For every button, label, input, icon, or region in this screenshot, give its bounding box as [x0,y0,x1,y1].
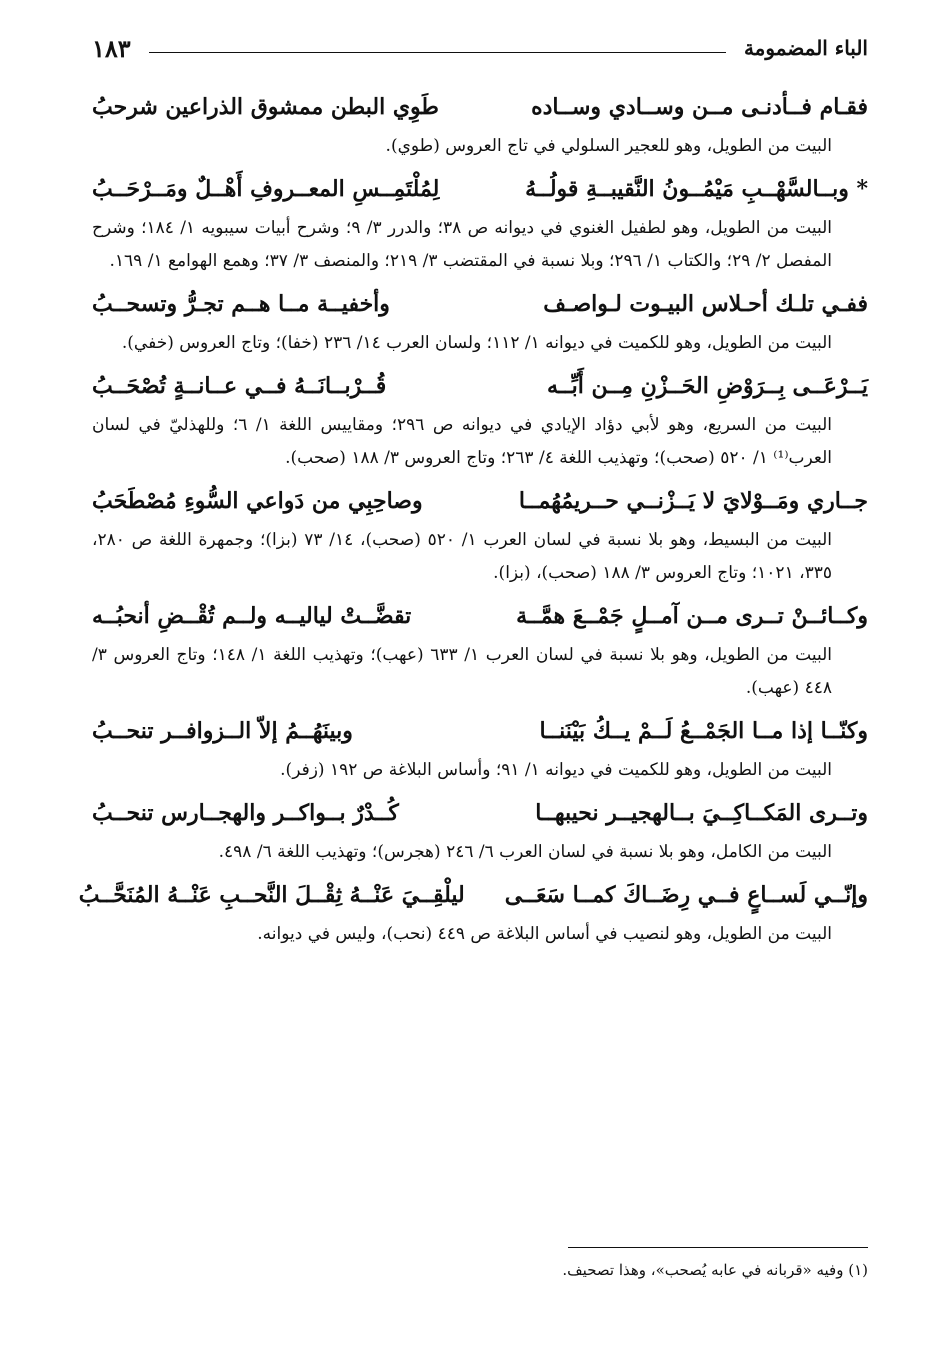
verse-hemistich-first: * وبــالسَّهْــبِ مَيْمُــونُ النَّقيبــةِ قولُــهُ [525,176,868,202]
page-number: ١٨٣ [92,33,131,63]
verse-hemistich-first: وكنّــا إذا مــا الجَمْــعُ لَــمْ يــكُ بَيْنَنــا [539,718,868,744]
verse-hemistich-second: قُــرْبــانَــهُ فــي عــانــةٍ تُصْحَــبُ [92,373,387,399]
entry-8 [92,790,868,869]
verse-hemistich-first: وكــائــنْ تــرى مــن آمــلٍ جَمْــعَ همَّــة [516,603,868,629]
verse-line [92,593,868,639]
verse-hemistich-first: فقـام فــأدنـى مــن وســادي وســاده [531,94,868,120]
verse-hemistich-second: طَوِي البطن ممشوق الذراعين شرحبُ [92,94,439,120]
verse-hemistich-first: ففـي تلـك أحـلاس البيـوت لـواصـف [543,291,868,317]
verse-source-note: البيت من الطويل، وهو للكميت في ديوانه ١/ ٩١؛ وأساس البلاغة ص ١٩٢ (زفر). [280,760,832,780]
verse-line [78,872,868,918]
verse-source-note: البيت من الطويل، وهو لطفيل الغنوي في ديوانه ص ٣٨؛ والدرر ٣/ ٩؛ وشرح أبيات سيبويه ١/ ١٨٤؛ وشرح المفصل ٢/ ٢٩؛ والكتاب ١/ ٢٩٦؛ وبلا نسبة في المقتضب ٣/ ٢١٩؛ والمنصف ٣/ ٣٧؛ وهمع الهوامع ١/ ١٦٩. [92,218,832,271]
entry-5 [92,478,868,590]
entry-9 [78,872,868,951]
verse-hemistich-first: وتــرى المَكــاكِــيَ بــالهجيــر نحيبهــا [535,800,868,826]
verse-hemistich-first: جــاري ومَــوْلايَ لا يَــزْنــي حــريمُهُمــا [518,488,868,514]
verse-hemistich-first: وإنّــي لَســاعٍ فــي رِضَــاكَ كمــا سَعَــى [504,882,868,908]
verse-line [92,84,868,130]
verse-source-note: البيت من الطويل، وهو لنصيب في أساس البلاغة ص ٤٤٩ (نحب)، وليس في ديوانه. [257,924,832,944]
entry-7 [92,708,868,787]
entry-1 [92,84,868,163]
verse-source-note: البيت من السريع، وهو لأبي دؤاد الإيادي في ديوانه ص ٢٩٦؛ ومقاييس اللغة ١/ ٦؛ وللهذليّ في لسان العرب⁽¹⁾ ١/ ٥٢٠ (صحب)؛ وتهذيب اللغة ٤/ ٢٦٣؛ وتاج العروس ٣/ ١٨٨ (صحب). [92,415,833,468]
verse-hemistich-second: وصاحِبِي من دَواعي السُّوءِ مُصْطَحَبُ [92,488,423,514]
footnote-separator [568,1247,868,1248]
verse-line [92,166,868,212]
verse-hemistich-second: ليلْقِــيَ عَنْــهُ ثِقْــلَ النَّحــبِ عَنْــهُ المُنَحَّــبُ [78,882,465,908]
verse-hemistich-second: تقضَّــتْ لياليــه ولــم تُقْــضِ أنحبُــه [92,603,412,629]
section-title: الباء المضمومة [743,36,868,60]
verse-hemistich-second: وبينَهُــمُ إلاّ الــزوافــر تنحــبُ [92,718,353,744]
verse-line [92,363,868,409]
footnote: (١) وفيه «قربانه في عابه يُصحب»، وهذا تصحيف. [562,1261,868,1279]
verse-source-note: البيت من الطويل، وهو بلا نسبة في لسان العرب ١/ ٦٣٣ (عهب)؛ وتهذيب اللغة ١/ ١٤٨؛ وتاج العروس ٣/ ٤٤٨ (عهب). [92,645,832,698]
verse-line [92,790,868,836]
verse-hemistich-first: يَــرْعَــى بِــرَوْضِ الحَــزْنِ مِــن أَبِّــه [546,373,868,399]
page-body [78,84,868,954]
verse-line [92,708,868,754]
entry-2 [92,166,868,278]
verse-source-note: البيت من الطويل، وهو للعجير السلولي في تاج العروس (طوي). [385,136,832,156]
verse-source-note: البيت من البسيط، وهو بلا نسبة في لسان العرب ١/ ٥٢٠ (صحب)، ١٤/ ٧٣ (بزا)؛ وجمهرة اللغة ص ٢٨٠، ٣٣٥، ١٠٢١؛ وتاج العروس ٣/ ١٨٨ (صحب)، (بزا). [92,530,832,583]
verse-hemistich-second: لِمُلْتَمِــسِ المعــروفِ أَهْــلٌ ومَــرْحَــبُ [92,176,440,202]
header-rule [149,52,726,53]
verse-source-note: البيت من الكامل، وهو بلا نسبة في لسان العرب ٦/ ٢٤٦ (هجرس)؛ وتهذيب اللغة ٦/ ٤٩٨. [218,842,832,862]
entry-3 [92,281,868,360]
verse-line [92,478,868,524]
verse-source-note: البيت من الطويل، وهو للكميت في ديوانه ١/ ١١٢؛ ولسان العرب ١٤/ ٢٣٦ (خفا)؛ وتاج العروس (خفي). [121,333,832,353]
verse-hemistich-second: كُــدْرٌ بــواكــر والهجــارس تنحــبُ [92,800,399,826]
page-header [92,28,868,68]
entry-4 [92,363,868,475]
verse-hemistich-second: وأخفيــة مــا هــم تجـرُّ وتسحــبُ [92,291,390,317]
verse-line [92,281,868,327]
entry-6 [92,593,868,705]
